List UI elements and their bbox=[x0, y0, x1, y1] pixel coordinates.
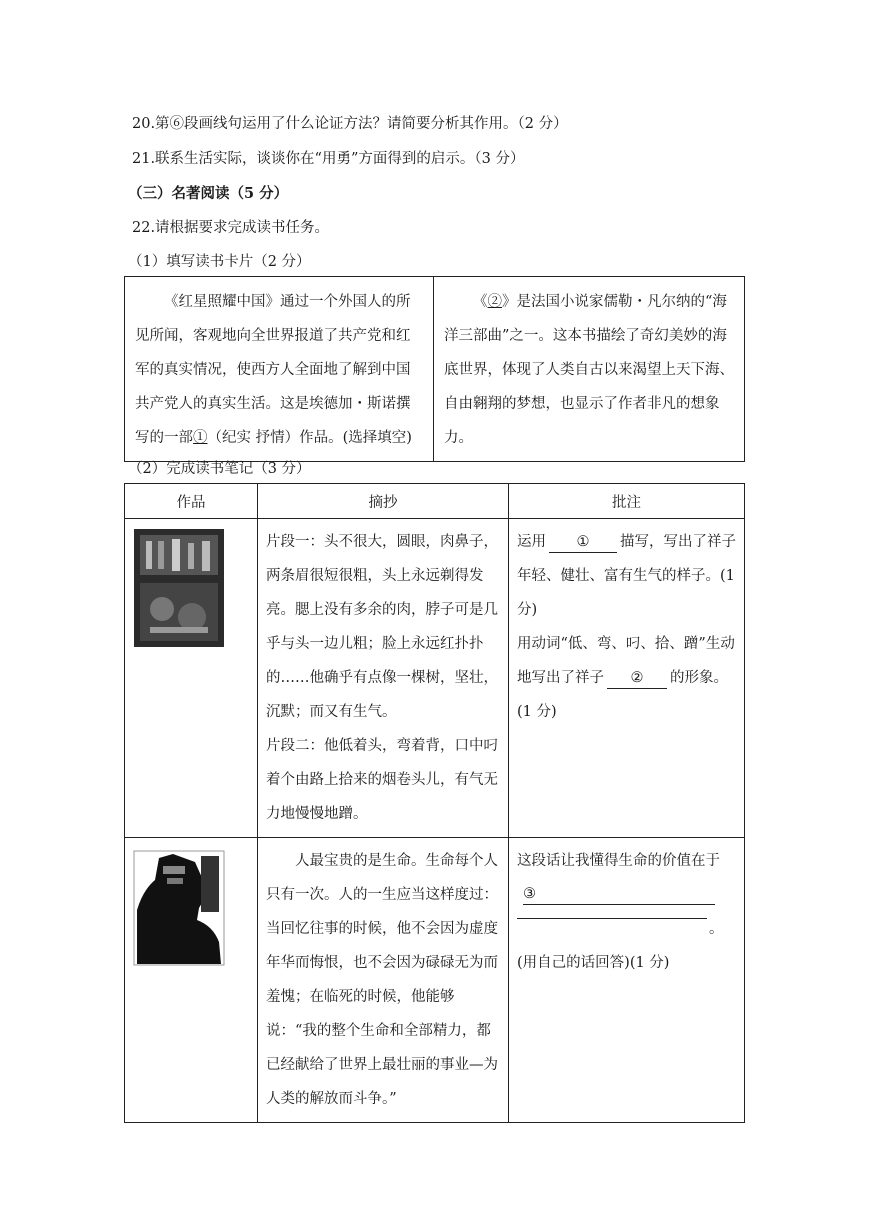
book-cover-image-2 bbox=[133, 850, 225, 966]
annotation-a-text: 描写，写出了祥子年轻、健壮、富有生气的样子。(1分) bbox=[517, 534, 736, 618]
question-22: 22.请根据要求完成读书任务。 bbox=[132, 220, 330, 236]
annotation-c-end: 。 bbox=[709, 921, 724, 937]
card-left bbox=[125, 277, 434, 462]
answer-blank-2[interactable]: ② bbox=[607, 668, 667, 689]
annotation-c-hint: (用自己的话回答)(1 分) bbox=[517, 955, 670, 971]
notes-row-1 bbox=[125, 519, 745, 838]
card-blank-1[interactable]: ① bbox=[193, 430, 208, 446]
annotation-b-text: 的形象。(1 分) bbox=[517, 670, 728, 720]
excerpt-fragment-1: 片段一：头不很大，圆眼，肉鼻子，两条眉很短很粗，头上永远剃得发亮。腮上没有多余的肉，脖子可是几乎与头一边儿粗；脸上永远红扑扑的……他确乎有点像一棵树，坚壮，沉默；而又有生气。 bbox=[266, 534, 498, 720]
excerpt-fragment-2: 片段二：他低着头，弯着背，口中叼着个由路上拾来的烟卷头儿，有气无力地慢慢地蹭。 bbox=[266, 738, 498, 822]
annotation-c-prefix: 这段话让我懂得生命的价值在于 bbox=[517, 853, 720, 869]
card-blank-2[interactable]: ② bbox=[487, 294, 502, 310]
card-right-open: 《 bbox=[473, 294, 488, 310]
header-work: 作品 bbox=[125, 484, 258, 519]
book-cover-cell-1 bbox=[125, 519, 258, 838]
book-cover-image-1 bbox=[132, 527, 226, 649]
annotation-a-prefix: 运用 bbox=[517, 534, 546, 550]
task-2-label: （2）完成读书笔记（3 分） bbox=[128, 461, 311, 477]
reading-card bbox=[124, 276, 745, 462]
reading-notes-table bbox=[124, 483, 745, 1123]
annotation-cell-1 bbox=[509, 519, 745, 838]
annotation-b-prefix: 用动词“低、弯、叼、拾、蹭”生动地写出了祥子 bbox=[517, 636, 735, 686]
question-21: 21.联系生活实际，谈谈你在“用勇”方面得到的启示。（3 分） bbox=[132, 151, 525, 167]
answer-blank-3[interactable]: ③ bbox=[523, 884, 715, 905]
notes-header-row bbox=[125, 484, 745, 519]
task-1-label: （1）填写读书卡片（2 分） bbox=[128, 254, 311, 270]
section-heading: （三）名著阅读（5 分） bbox=[128, 185, 289, 202]
annotation-cell-2 bbox=[509, 838, 745, 1123]
card-left-text: 《红星照耀中国》通过一个外国人的所见所闻，客观地向全世界报道了共产党和红军的真实情况，使西方人全面地了解到中国共产党人的真实生活。这是埃德加・斯诺撰写的一部 bbox=[135, 294, 411, 446]
excerpt-life-quote: 人最宝贵的是生命。生命每个人只有一次。人的一生应当这样度过：当回忆往事的时候，他不会因为虚度年华而悔恨，也不会因为碌碌无为而羞愧；在临死的时候，他能够说：“我的整个生命和全部精力，都已经献给了世界上最壮丽的事业—为人类的解放而斗争。” bbox=[266, 853, 498, 1107]
excerpt-cell-2 bbox=[258, 838, 509, 1123]
book-cover-cell-2 bbox=[125, 838, 258, 1123]
notes-row-2 bbox=[125, 838, 745, 1123]
card-right bbox=[434, 277, 745, 462]
card-left-tail: （纪实 抒情）作品。(选择填空) bbox=[207, 430, 412, 446]
excerpt-cell-1 bbox=[258, 519, 509, 838]
card-right-text: 》是法国小说家儒勒・凡尔纳的“海洋三部曲”之一。这本书描绘了奇幻美妙的海底世界，体现了人类自古以来渴望上天下海、自由翱翔的梦想，也显示了作者非凡的想象力。 bbox=[444, 294, 734, 446]
header-annotation: 批注 bbox=[509, 484, 745, 519]
question-20: 20.第⑥段画线句运用了什么论证方法？请简要分析其作用。（2 分） bbox=[132, 116, 568, 132]
answer-blank-1[interactable]: ① bbox=[549, 532, 617, 553]
header-excerpt: 摘抄 bbox=[258, 484, 509, 519]
answer-blank-3-line-2[interactable] bbox=[517, 918, 707, 919]
